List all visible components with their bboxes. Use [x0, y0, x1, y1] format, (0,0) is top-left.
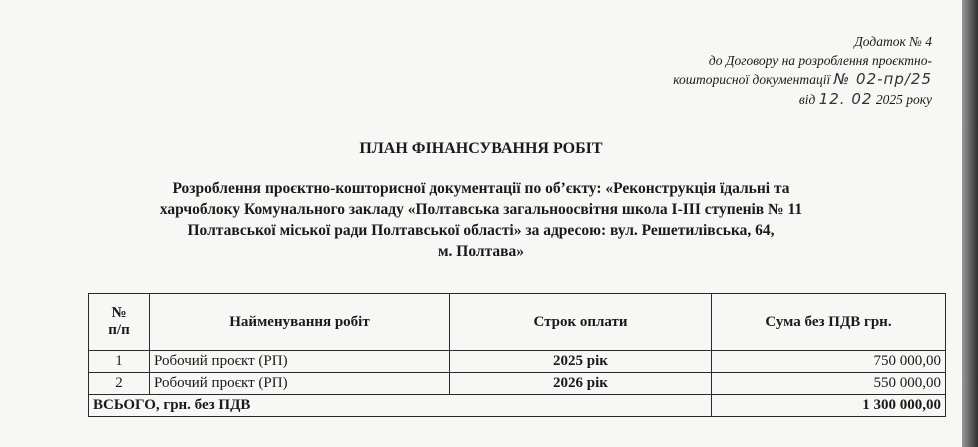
subtitle-line: м. Полтава» [437, 243, 525, 260]
header-sum: Сума без ПДВ грн. [712, 294, 946, 351]
table-row [89, 351, 946, 373]
row-sum: 750 000,00 [712, 351, 946, 373]
total-sum: 1 300 000,00 [712, 395, 946, 417]
annex-date-line [512, 90, 932, 110]
subtitle-line: Розроблення проєктно-кошторисної документації по об’єкту: «Реконструкція їдальні та [172, 180, 790, 197]
row-payment-term: 2026 рік [450, 373, 712, 395]
total-label: ВСЬОГО, грн. без ПДВ [89, 395, 712, 417]
row-number: 2 [89, 373, 150, 395]
annex-doc-label: кошторисної документації [673, 72, 831, 87]
annex-contract-ref: до Договору на розроблення проєктно- [708, 52, 932, 68]
header-payment-term: Строк оплати [450, 294, 712, 351]
table-row [89, 373, 946, 395]
annex-number: Додаток № 4 [854, 34, 932, 49]
row-sum: 550 000,00 [712, 373, 946, 395]
subtitle-line: харчоблоку Комунального закладу «Полтавська загальноосвітня школа І-ІІІ ступенів № 11 [159, 201, 803, 218]
annex-date-suffix: 2025 року [875, 91, 932, 107]
table-header-row [89, 294, 946, 351]
financing-plan-table [88, 293, 946, 417]
handwritten-date: 12. 02 [818, 89, 873, 108]
header-number-abbr: п/п [108, 322, 130, 338]
scanner-edge [962, 0, 978, 447]
annex-block [512, 33, 932, 109]
header-work-name: Найменування робіт [150, 294, 450, 351]
document-subtitle [80, 178, 882, 262]
row-work-name: Робочий проєкт (РП) [150, 351, 450, 373]
subtitle-line: Полтавської міської ради Полтавської області» за адресою: вул. Решетилівська, 64, [187, 222, 775, 239]
row-work-name: Робочий проєкт (РП) [150, 373, 450, 395]
document-title: ПЛАН ФІНАНСУВАННЯ РОБІТ [359, 140, 603, 157]
handwritten-contract-number: № 02-пр/25 [833, 70, 932, 88]
annex-doc-line [512, 70, 932, 90]
row-number: 1 [89, 351, 150, 373]
header-number-sign: № [111, 305, 127, 321]
header-number [89, 294, 150, 351]
total-row [89, 395, 946, 417]
row-payment-term: 2025 рік [450, 351, 712, 373]
annex-date-prefix: від [798, 91, 816, 107]
